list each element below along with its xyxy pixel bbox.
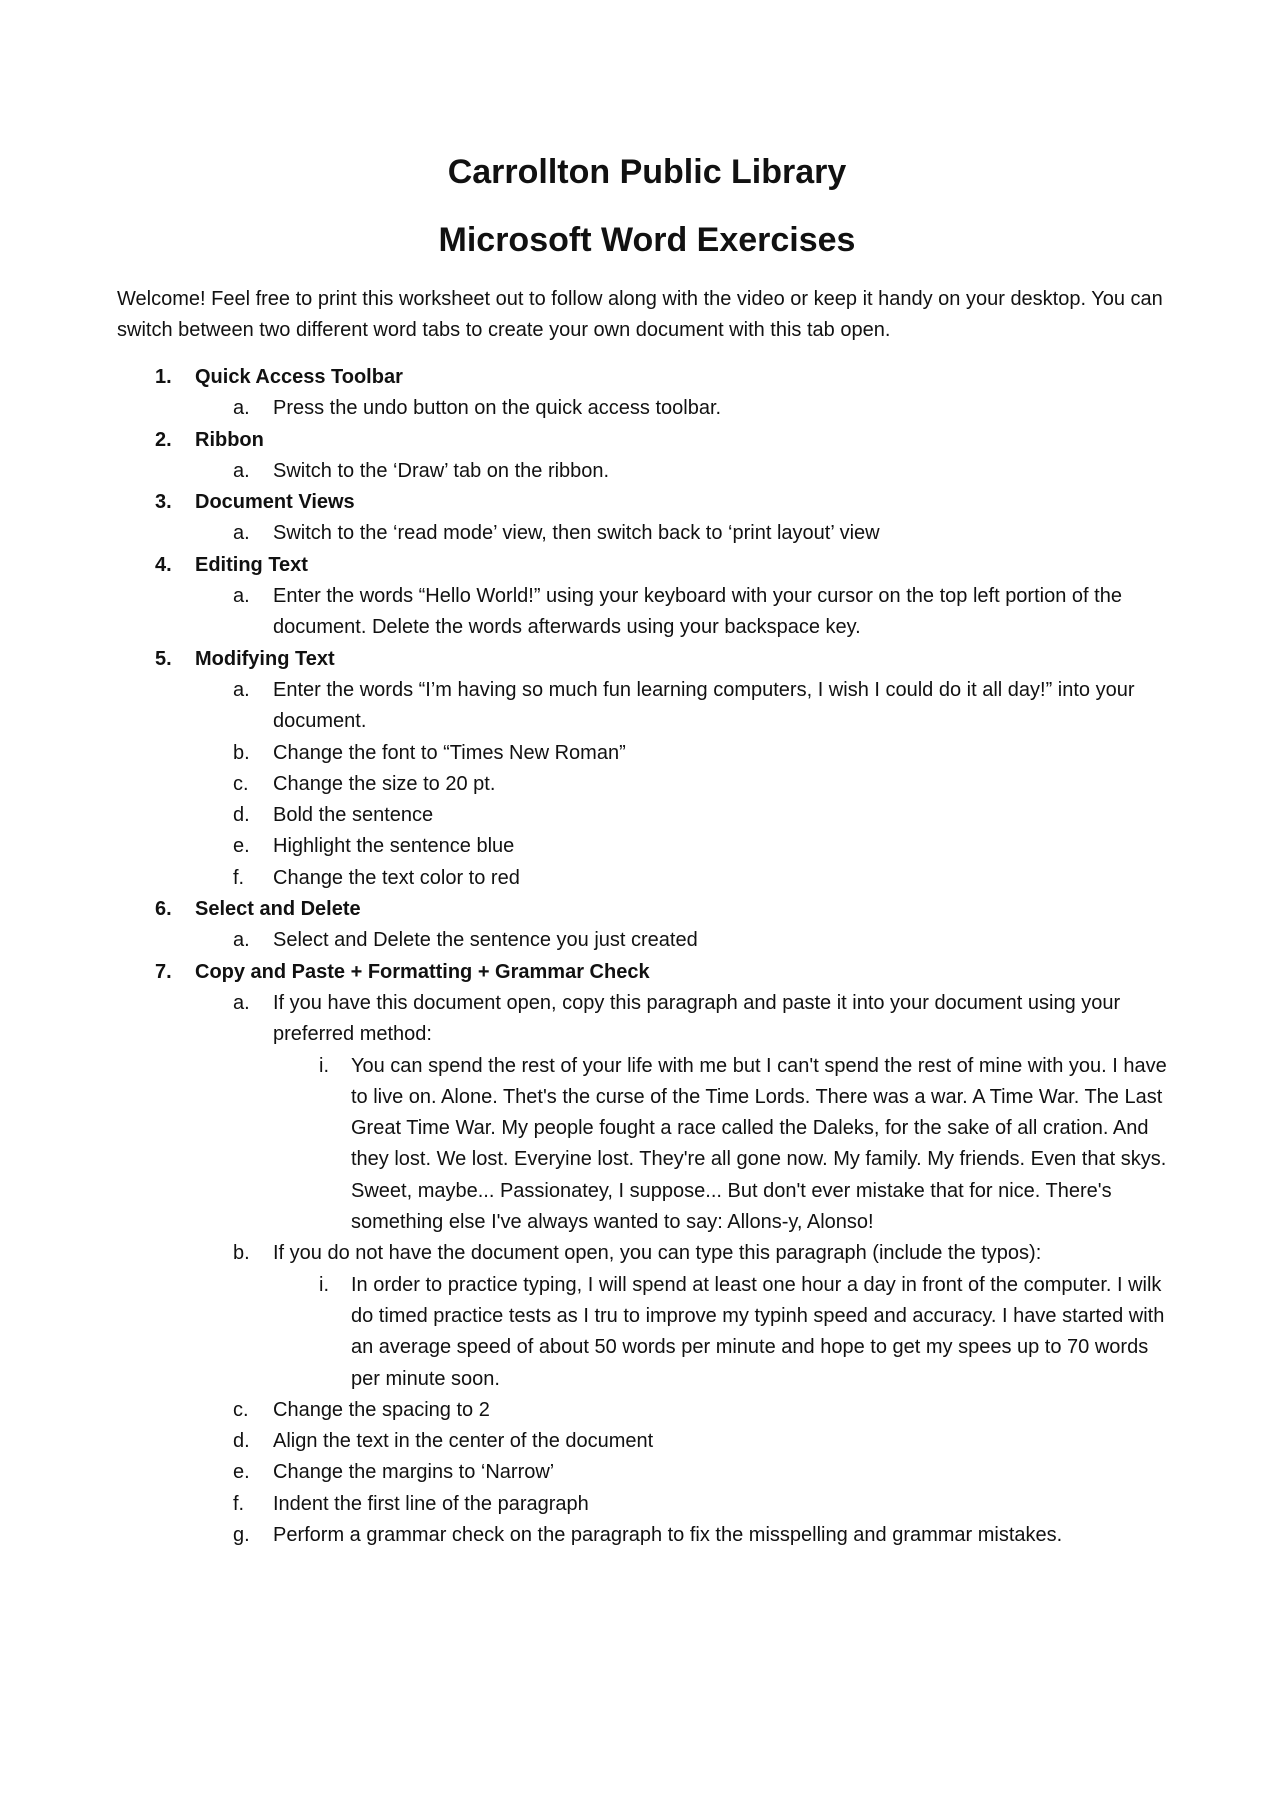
step-text: Select and Delete the sentence you just created bbox=[273, 929, 698, 952]
section-title: Modifying Text bbox=[195, 647, 335, 670]
section-title: Editing Text bbox=[195, 553, 308, 576]
page-subtitle: Microsoft Word Exercises bbox=[438, 221, 856, 259]
section-number: 5. bbox=[155, 647, 172, 670]
intro-paragraph: Welcome! Feel free to print this worksheet out to follow along with the video or keep it handy on your desktop. You can switch between two different word tabs to create your own document with this tab open. bbox=[117, 288, 1163, 341]
page-title: Carrollton Public Library bbox=[447, 153, 847, 191]
step-label: a. bbox=[233, 459, 250, 482]
section-title: Select and Delete bbox=[195, 898, 361, 921]
step-item bbox=[195, 675, 1177, 738]
exercise-section bbox=[117, 644, 1177, 894]
step-label: d. bbox=[233, 1430, 250, 1453]
section-number: 1. bbox=[155, 366, 172, 388]
substep-list bbox=[273, 1270, 1177, 1395]
step-item bbox=[195, 988, 1177, 1238]
step-item bbox=[195, 1426, 1177, 1457]
section-title: Quick Access Toolbar bbox=[195, 366, 403, 388]
step-text: Bold the sentence bbox=[273, 804, 434, 827]
substep-item bbox=[273, 1051, 1177, 1239]
step-label: f. bbox=[233, 866, 245, 889]
step-label: a. bbox=[233, 929, 250, 952]
step-list bbox=[195, 393, 1177, 424]
step-item bbox=[195, 863, 1177, 894]
substep-label: i. bbox=[319, 1054, 329, 1077]
step-label: a. bbox=[233, 585, 250, 608]
step-text: If you have this document open, copy this paragraph and paste it into your document using your preferred method: bbox=[273, 991, 1121, 1046]
step-text: Enter the words “I’m having so much fun learning computers, I wish I could do it all day!” into your document. bbox=[273, 678, 1135, 733]
step-item bbox=[195, 738, 1177, 769]
step-label: a. bbox=[233, 991, 250, 1014]
step-item bbox=[195, 1457, 1177, 1488]
step-text: If you do not have the document open, you can type this paragraph (include the typos): bbox=[273, 1242, 1042, 1265]
step-list bbox=[195, 988, 1177, 1551]
step-text: Switch to the ‘Draw’ tab on the ribbon. bbox=[273, 459, 610, 482]
step-list bbox=[195, 518, 1177, 549]
section-title: Copy and Paste + Formatting + Grammar Check bbox=[195, 960, 650, 983]
substep-label: i. bbox=[319, 1273, 329, 1296]
document-page bbox=[117, 150, 1177, 1551]
step-item bbox=[195, 1238, 1177, 1394]
section-number: 4. bbox=[155, 553, 172, 576]
step-item bbox=[195, 769, 1177, 800]
step-text: Perform a grammar check on the paragraph to fix the misspelling and grammar mistakes. bbox=[273, 1523, 1063, 1546]
step-text: Press the undo button on the quick access toolbar. bbox=[273, 397, 722, 420]
step-list bbox=[195, 675, 1177, 894]
step-text: Change the margins to ‘Narrow’ bbox=[273, 1461, 555, 1484]
step-list bbox=[195, 925, 1177, 956]
step-item bbox=[195, 925, 1177, 956]
step-text: Switch to the ‘read mode’ view, then switch back to ‘print layout’ view bbox=[273, 522, 880, 545]
substep-list bbox=[273, 1051, 1177, 1239]
section-number: 7. bbox=[155, 960, 172, 983]
step-label: e. bbox=[233, 1461, 250, 1484]
section-title: Document Views bbox=[195, 491, 355, 514]
step-label: a. bbox=[233, 522, 250, 545]
exercise-section bbox=[117, 362, 1177, 425]
step-label: b. bbox=[233, 1242, 250, 1265]
step-item bbox=[195, 1395, 1177, 1426]
step-text: Change the font to “Times New Roman” bbox=[273, 741, 626, 764]
step-text: Change the size to 20 pt. bbox=[273, 772, 496, 795]
step-label: b. bbox=[233, 741, 250, 764]
step-label: e. bbox=[233, 835, 250, 858]
exercise-section bbox=[117, 957, 1177, 1552]
step-text: Enter the words “Hello World!” using your keyboard with your cursor on the top left portion of the document. Delete the words afterwards using your backspace key. bbox=[273, 585, 1122, 639]
section-number: 6. bbox=[155, 898, 172, 921]
step-item bbox=[195, 581, 1177, 644]
step-label: g. bbox=[233, 1523, 250, 1546]
exercise-list bbox=[117, 362, 1177, 1551]
step-text: Indent the first line of the paragraph bbox=[273, 1492, 589, 1515]
exercise-section bbox=[117, 487, 1177, 550]
step-list bbox=[195, 581, 1177, 644]
exercise-section bbox=[117, 894, 1177, 957]
exercise-section bbox=[117, 425, 1177, 488]
step-text: Align the text in the center of the document bbox=[273, 1430, 654, 1453]
practice-paragraph: In order to practice typing, I will spend at least one hour a day in front of the computer. I wilk do timed practice tests as I tru to improve my typinh speed and accuracy. I have started with an average speed of about 50 words per minute and hope to get my spees up to 70 words per minute soon. bbox=[351, 1273, 1165, 1390]
step-item bbox=[195, 393, 1177, 424]
step-item bbox=[195, 1520, 1177, 1551]
step-label: d. bbox=[233, 804, 250, 827]
step-label: f. bbox=[233, 1492, 245, 1515]
step-label: c. bbox=[233, 1398, 249, 1421]
exercise-section bbox=[117, 550, 1177, 644]
step-item bbox=[195, 518, 1177, 549]
section-title: Ribbon bbox=[195, 428, 264, 451]
step-label: c. bbox=[233, 772, 249, 795]
section-number: 3. bbox=[155, 491, 172, 514]
substep-item bbox=[273, 1270, 1177, 1395]
step-text: Change the text color to red bbox=[273, 866, 520, 889]
step-text: Highlight the sentence blue bbox=[273, 835, 515, 858]
step-text: Change the spacing to 2 bbox=[273, 1398, 490, 1421]
step-label: a. bbox=[233, 678, 250, 701]
section-number: 2. bbox=[155, 428, 172, 451]
step-item bbox=[195, 831, 1177, 862]
step-list bbox=[195, 456, 1177, 487]
step-item bbox=[195, 1489, 1177, 1520]
step-item bbox=[195, 456, 1177, 487]
step-label: a. bbox=[233, 397, 250, 420]
step-item bbox=[195, 800, 1177, 831]
practice-paragraph: You can spend the rest of your life with me but I can't spend the rest of mine with you. I have to live on. Alone. Thet's the curse of the Time Lords. There was a war. A Time War. The Last Great Time War. My people fought a race called the Daleks, for the sake of all cration. And they lost. We lost. Everyine lost. They're all gone now. My family. My friends. Even that skys. Sweet, maybe... Passionatey, I suppose... But don't ever mistake that for nice. There's something else I've always wanted to say: Allons-y, Alonso! bbox=[351, 1054, 1167, 1234]
